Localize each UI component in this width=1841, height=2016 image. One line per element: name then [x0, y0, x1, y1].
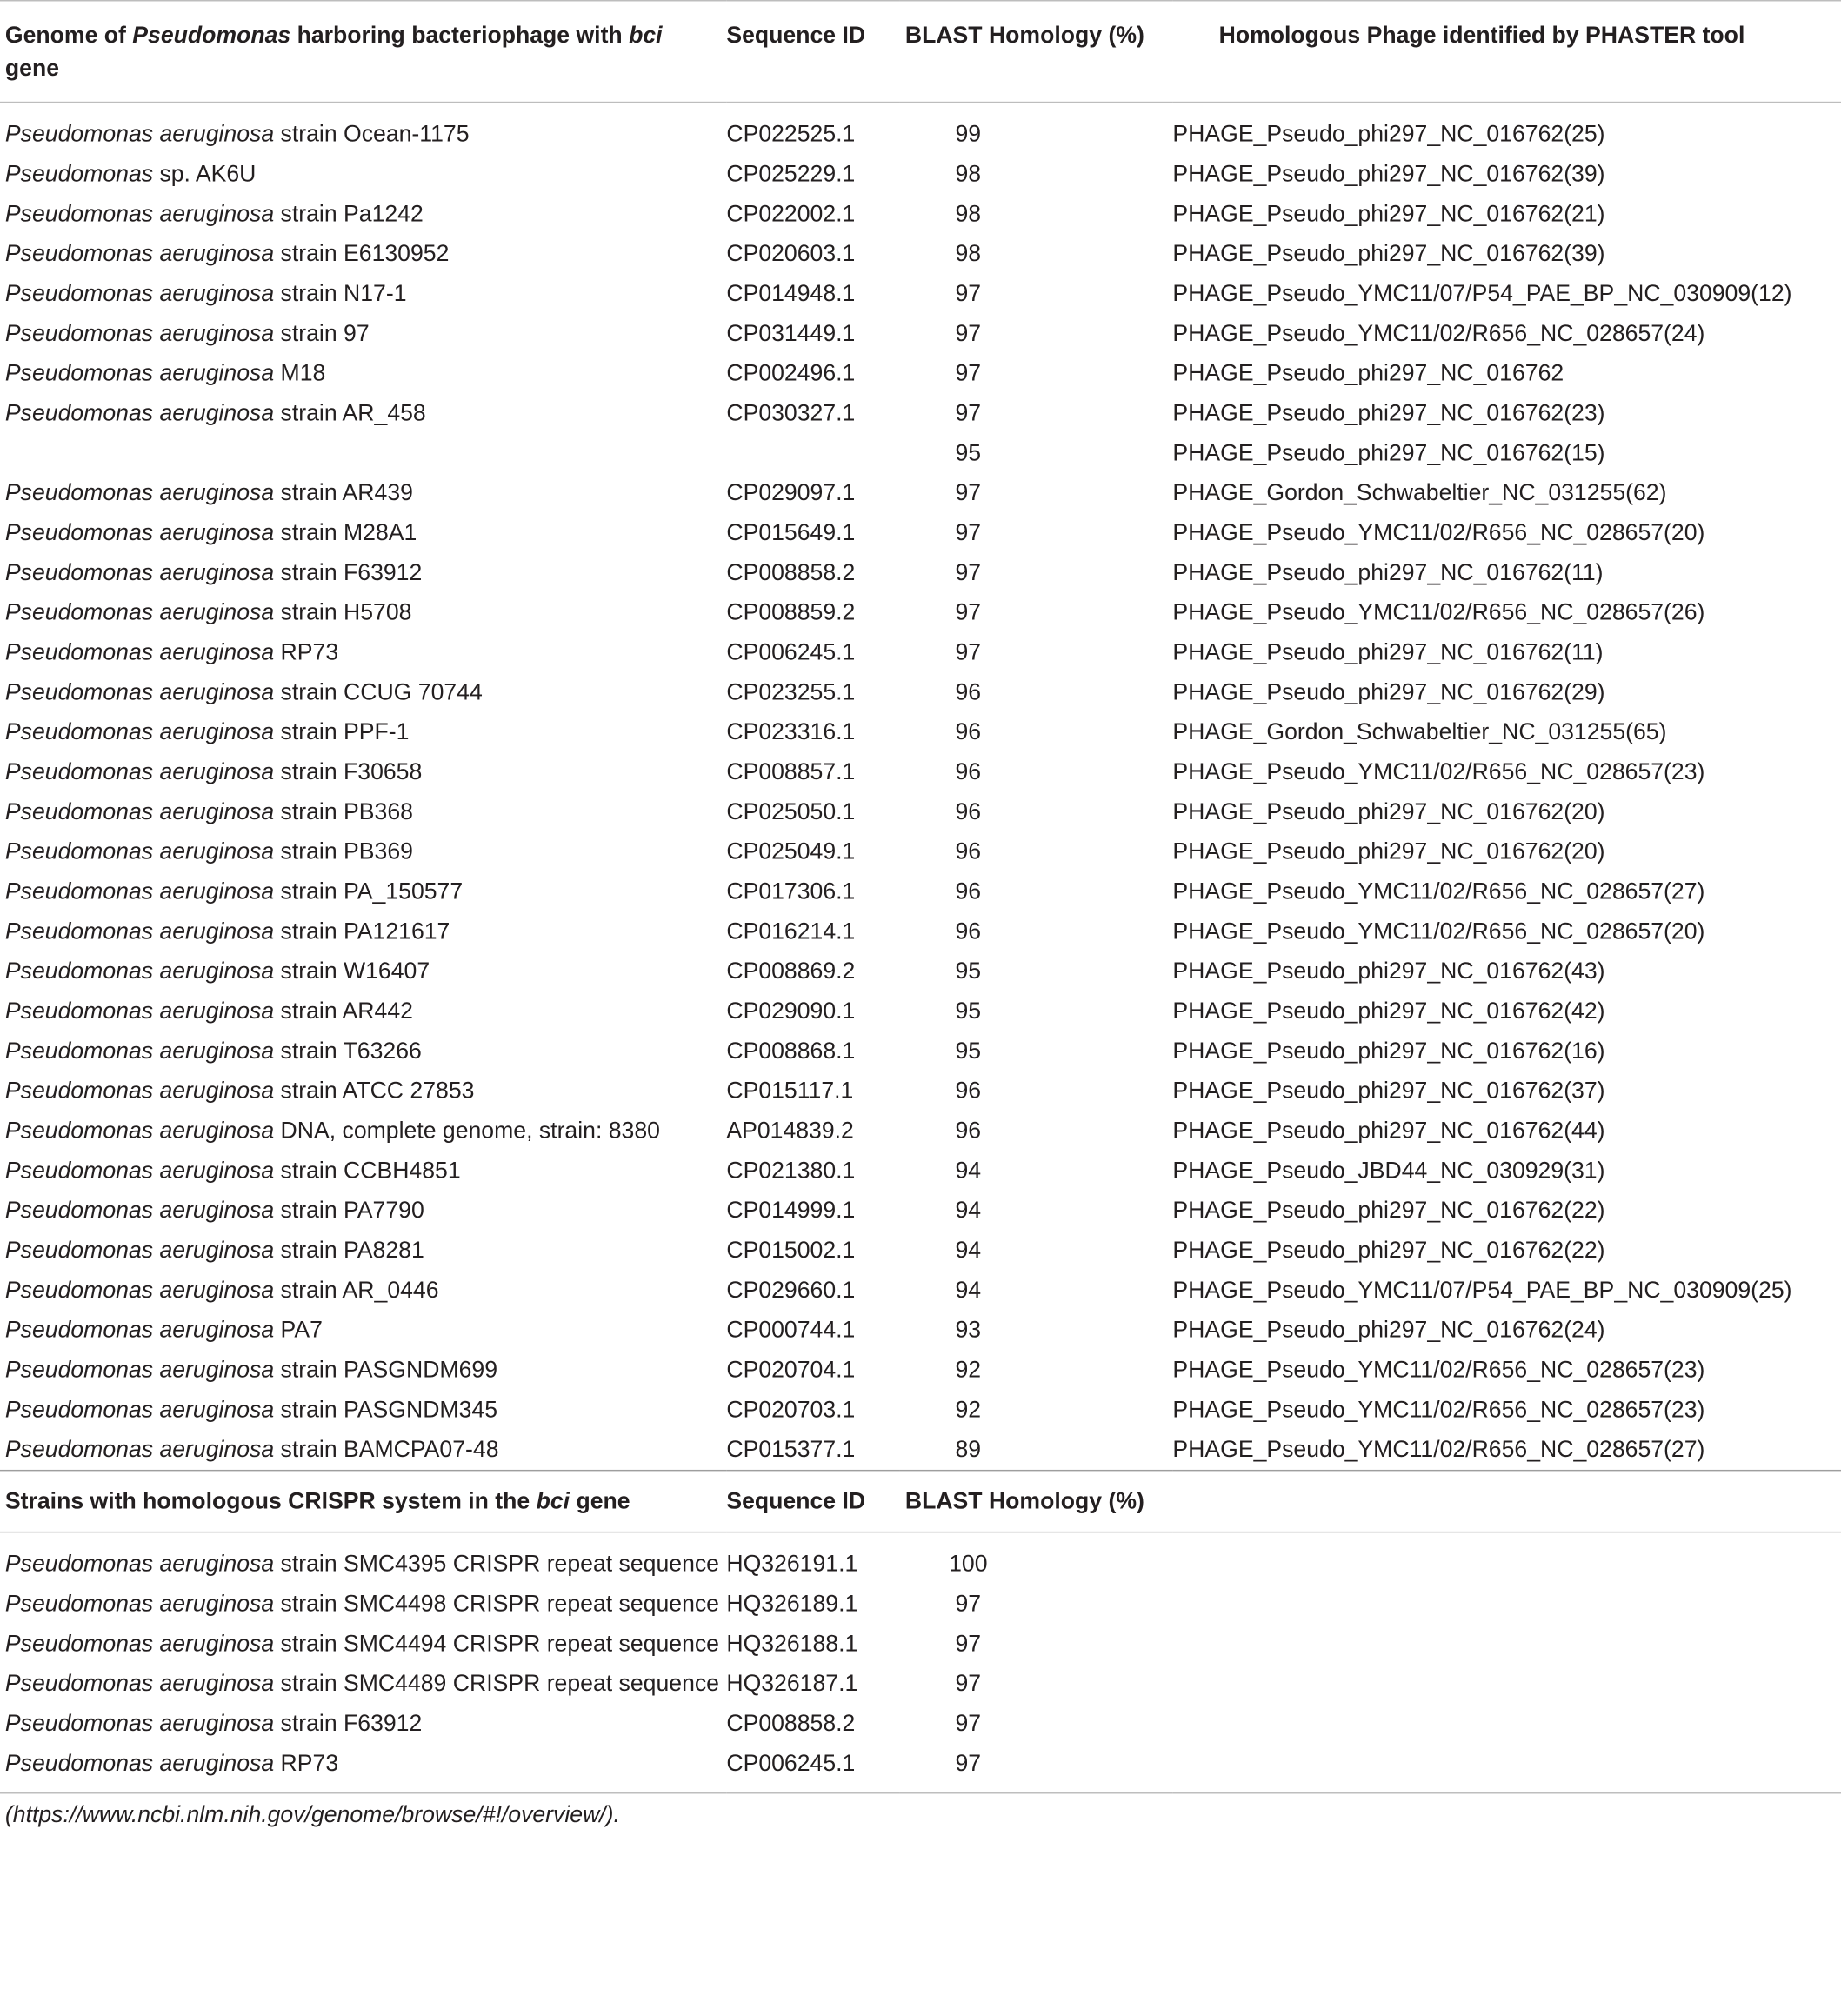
phage-cell: PHAGE_Pseudo_YMC11/02/R656_NC_028657(23): [1172, 758, 1705, 784]
table-row: [0, 553, 1841, 593]
sequence-id-cell: CP029090.1: [726, 998, 856, 1024]
table-row: [0, 1271, 1841, 1311]
genome-cell: [0, 1231, 726, 1271]
genome-cell: [0, 1704, 726, 1744]
sequence-id-cell: CP020704.1: [726, 1356, 856, 1383]
species-name: Pseudomonas aeruginosa: [4, 1670, 275, 1697]
homology-cell: 97: [955, 638, 982, 665]
header-sequence-id: Sequence ID: [726, 1, 900, 103]
sequence-id-cell: CP015649.1: [726, 519, 856, 545]
strain-name: strain F63912: [274, 1710, 423, 1736]
homology-cell: 97: [955, 1590, 982, 1617]
table-row: [0, 1350, 1841, 1390]
genome-cell: [0, 1191, 726, 1231]
genome-cell: [0, 234, 726, 274]
phage-cell: PHAGE_Pseudo_YMC11/02/R656_NC_028657(20): [1172, 519, 1705, 545]
species-name: Pseudomonas aeruginosa: [4, 320, 275, 346]
species-name: Pseudomonas aeruginosa: [4, 958, 275, 985]
strain-name: strain CCUG 70744: [274, 678, 483, 705]
species-name: Pseudomonas aeruginosa: [4, 1396, 275, 1423]
strain-name: strain AR_0446: [274, 1277, 439, 1303]
strain-name: sp. AK6U: [153, 160, 257, 187]
strain-name: strain SMC4489 CRISPR repeat sequence: [274, 1670, 719, 1697]
sequence-id-cell: CP023316.1: [726, 718, 856, 745]
genome-cell: [0, 1151, 726, 1191]
sequence-id-cell: CP023255.1: [726, 678, 856, 705]
species-name: Pseudomonas aeruginosa: [4, 1436, 275, 1463]
species-name: Pseudomonas aeruginosa: [4, 120, 275, 147]
sequence-id-cell: CP014999.1: [726, 1197, 856, 1224]
phage-cell: PHAGE_Pseudo_phi297_NC_016762(11): [1172, 559, 1604, 585]
homology-cell: 100: [949, 1551, 988, 1577]
table-row: [0, 871, 1841, 911]
phage-cell: PHAGE_Pseudo_phi297_NC_016762(39): [1172, 240, 1605, 267]
table-row: [0, 593, 1841, 633]
strain-name: strain PA_150577: [274, 878, 464, 905]
strain-name: strain 97: [274, 320, 370, 346]
phage-cell: PHAGE_Pseudo_phi297_NC_016762(24): [1172, 1316, 1605, 1343]
homology-cell: 96: [955, 918, 982, 945]
genome-cell: [0, 194, 726, 234]
genome-cell: [0, 513, 726, 553]
table-row: [0, 1624, 1841, 1664]
table-row: [0, 103, 1841, 155]
homology-cell: 92: [955, 1356, 982, 1383]
genome-cell: [0, 274, 726, 314]
strain-name: strain SMC4395 CRISPR repeat sequence: [274, 1551, 719, 1577]
phage-cell: PHAGE_Pseudo_YMC11/07/P54_PAE_BP_NC_030909(25): [1172, 1277, 1792, 1303]
phage-cell: PHAGE_Pseudo_YMC11/02/R656_NC_028657(23): [1172, 1396, 1705, 1423]
phage-cell: PHAGE_Pseudo_phi297_NC_016762(43): [1172, 958, 1605, 985]
table-row: [0, 1151, 1841, 1191]
genome-cell: [0, 1350, 726, 1390]
header-blast-homology: BLAST Homology (%): [900, 1, 1172, 103]
strain-name: strain F30658: [274, 758, 423, 784]
sequence-id-cell: CP008858.2: [726, 1710, 856, 1736]
genome-cell: [0, 354, 726, 394]
genome-cell: [0, 1664, 726, 1704]
genome-cell: [0, 473, 726, 513]
sequence-id-cell: CP025229.1: [726, 160, 856, 187]
table-row: [0, 1390, 1841, 1430]
strain-name: strain E6130952: [274, 240, 450, 267]
genome-cell: [0, 1390, 726, 1430]
strain-name: strain PA121617: [274, 918, 450, 945]
table-row: [0, 314, 1841, 354]
genome-cell: [0, 991, 726, 1031]
strain-name: strain SMC4494 CRISPR repeat sequence: [274, 1630, 719, 1657]
strain-name: strain CCBH4851: [274, 1157, 461, 1184]
species-name: Pseudomonas aeruginosa: [4, 519, 275, 545]
sequence-id-cell: CP006245.1: [726, 1744, 900, 1793]
strain-name: strain PA8281: [274, 1237, 424, 1263]
genome-cell: [0, 1271, 726, 1311]
genome-cell: [0, 1624, 726, 1664]
strain-name: strain PASGNDM345: [274, 1396, 498, 1423]
table-row: [0, 1664, 1841, 1704]
table-row: [0, 1311, 1841, 1351]
genome-cell: [0, 154, 726, 194]
homology-cell: 97: [955, 1630, 982, 1657]
species-name: Pseudomonas aeruginosa: [4, 638, 275, 665]
species-name: Pseudomonas aeruginosa: [4, 200, 275, 227]
empty-cell: [1172, 1704, 1841, 1744]
strain-name: strain AR439: [274, 479, 413, 506]
header-row-crispr: [0, 1471, 1841, 1532]
species-name: Pseudomonas aeruginosa: [4, 878, 275, 905]
phage-cell: PHAGE_Pseudo_phi297_NC_016762(22): [1172, 1197, 1605, 1224]
header-row-phage: [0, 1, 1841, 103]
table-row: [0, 194, 1841, 234]
phage-table-body: [0, 103, 1841, 1471]
genome-cell: [0, 1585, 726, 1625]
phage-cell: PHAGE_Pseudo_phi297_NC_016762(29): [1172, 678, 1605, 705]
homology-cell: 96: [955, 718, 982, 745]
sequence-id-cell: CP021380.1: [726, 1157, 856, 1184]
species-name: Pseudomonas aeruginosa: [4, 1356, 275, 1383]
table-row: [0, 473, 1841, 513]
sequence-id-cell: CP008858.2: [726, 559, 856, 585]
sequence-id-cell: CP015377.1: [726, 1436, 856, 1463]
sequence-id-cell: CP006245.1: [726, 638, 856, 665]
strain-name: strain PA7790: [274, 1197, 424, 1224]
species-name: Pseudomonas aeruginosa: [4, 1077, 275, 1104]
genome-cell: [0, 712, 726, 752]
homology-cell: 97: [955, 1710, 982, 1736]
homology-cell: 99: [955, 120, 982, 147]
table-row: [0, 1532, 1841, 1585]
species-name: Pseudomonas aeruginosa: [4, 598, 275, 625]
strain-name: strain Ocean-1175: [274, 120, 470, 147]
phage-cell: PHAGE_Pseudo_YMC11/02/R656_NC_028657(23): [1172, 1356, 1705, 1383]
table-row: [0, 1430, 1841, 1471]
genome-cell: [0, 393, 726, 433]
species-name: Pseudomonas aeruginosa: [4, 1750, 275, 1776]
phage-cell: PHAGE_Pseudo_phi297_NC_016762(37): [1172, 1077, 1605, 1104]
strain-name: strain AR_458: [274, 399, 426, 426]
homology-cell: 97: [955, 320, 982, 346]
sequence-id-cell: CP016214.1: [726, 918, 856, 945]
phage-cell: PHAGE_Pseudo_YMC11/07/P54_PAE_BP_NC_030909(12): [1172, 280, 1792, 306]
species-name: Pseudomonas aeruginosa: [4, 1157, 275, 1184]
sequence-id-cell: CP025049.1: [726, 838, 856, 864]
header-sequence-id-2: Sequence ID: [726, 1471, 900, 1532]
genome-cell: [0, 553, 726, 593]
empty-cell: [1172, 1744, 1841, 1793]
empty-cell: [1172, 1532, 1841, 1585]
phage-cell: PHAGE_Gordon_Schwabeltier_NC_031255(65): [1172, 718, 1667, 745]
table-row: [0, 154, 1841, 194]
genome-cell: [0, 314, 726, 354]
species-name: Pseudomonas: [4, 160, 154, 187]
empty-cell: [1172, 1664, 1841, 1704]
strain-name: strain AR442: [274, 998, 413, 1024]
table-row: [0, 1071, 1841, 1111]
species-name: Pseudomonas aeruginosa: [4, 1117, 275, 1144]
homology-cell: 97: [955, 519, 982, 545]
species-name: Pseudomonas aeruginosa: [4, 1237, 275, 1263]
table-row: [0, 433, 1841, 473]
homology-cell: 94: [955, 1237, 982, 1263]
genome-cell: [0, 911, 726, 951]
genome-cell: [0, 832, 726, 872]
sequence-id-cell: CP029097.1: [726, 479, 856, 506]
strain-name: strain W16407: [274, 958, 430, 985]
sequence-id-cell: CP020703.1: [726, 1396, 856, 1423]
table-row: [0, 393, 1841, 433]
genome-cell: [0, 871, 726, 911]
strain-name: strain N17-1: [274, 280, 407, 306]
homology-cell: 95: [955, 1038, 982, 1064]
table-row: [0, 632, 1841, 672]
homology-cell: 96: [955, 758, 982, 784]
species-name: Pseudomonas aeruginosa: [4, 399, 275, 426]
homology-cell: 97: [955, 280, 982, 306]
strain-name: strain PB368: [274, 798, 413, 824]
strain-name: strain H5708: [274, 598, 412, 625]
species-name: Pseudomonas aeruginosa: [4, 1197, 275, 1224]
sequence-id-cell: HQ326191.1: [726, 1551, 858, 1577]
species-name: Pseudomonas aeruginosa: [4, 678, 275, 705]
table-row: [0, 1231, 1841, 1271]
homology-cell: 94: [955, 1157, 982, 1184]
phage-cell: PHAGE_Pseudo_phi297_NC_016762(42): [1172, 998, 1605, 1024]
sequence-id-cell: AP014839.2: [726, 1117, 854, 1144]
table-row: [0, 951, 1841, 991]
sequence-id-cell: CP002496.1: [726, 359, 856, 386]
sequence-id-cell: CP014948.1: [726, 280, 856, 306]
header-crispr-strains: Strains with homologous CRISPR system in the bci gene: [0, 1471, 726, 1532]
genome-cell: [0, 1532, 726, 1585]
strain-name: strain Pa1242: [274, 200, 424, 227]
species-name: Pseudomonas aeruginosa: [4, 798, 275, 824]
strain-name: strain PPF-1: [274, 718, 410, 745]
sequence-id-cell: CP008857.1: [726, 758, 856, 784]
sequence-id-cell: CP015002.1: [726, 1237, 856, 1263]
phage-cell: PHAGE_Pseudo_phi297_NC_016762(16): [1172, 1038, 1605, 1064]
crispr-table-body: [0, 1532, 1841, 1793]
species-name: Pseudomonas aeruginosa: [4, 918, 275, 945]
homology-cell: 95: [955, 998, 982, 1024]
species-name: Pseudomonas aeruginosa: [4, 1277, 275, 1303]
phage-cell: PHAGE_Pseudo_phi297_NC_016762(21): [1172, 200, 1605, 227]
sequence-id-cell: CP015117.1: [726, 1077, 854, 1104]
homology-cell: 97: [955, 559, 982, 585]
table-row: [0, 1704, 1841, 1744]
table-row: [0, 752, 1841, 792]
phage-cell: PHAGE_Pseudo_YMC11/02/R656_NC_028657(20): [1172, 918, 1705, 945]
header-genome: Genome of Pseudomonas harboring bacteriophage with bci gene: [0, 1, 726, 103]
table-row: [0, 1744, 1841, 1793]
table-row: [0, 234, 1841, 274]
genome-cell: [0, 433, 726, 473]
phage-cell: PHAGE_Pseudo_YMC11/02/R656_NC_028657(24): [1172, 320, 1705, 346]
table-row: [0, 712, 1841, 752]
sequence-id-cell: HQ326187.1: [726, 1670, 858, 1697]
genome-cell: [0, 1031, 726, 1071]
phage-cell: PHAGE_Pseudo_phi297_NC_016762(15): [1172, 439, 1605, 466]
table-row: [0, 832, 1841, 872]
genome-cell: [0, 103, 726, 155]
strain-name: RP73: [274, 1750, 339, 1776]
empty-cell: [1172, 1624, 1841, 1664]
homology-cell: 97: [955, 479, 982, 506]
phage-cell: PHAGE_Pseudo_JBD44_NC_030929(31): [1172, 1157, 1605, 1184]
species-name: Pseudomonas aeruginosa: [4, 1710, 275, 1736]
sequence-id-cell: [726, 433, 900, 473]
sequence-id-cell: CP017306.1: [726, 878, 856, 905]
strain-name: strain F63912: [274, 559, 423, 585]
table-row: [0, 1031, 1841, 1071]
phage-cell: PHAGE_Pseudo_phi297_NC_016762(20): [1172, 838, 1605, 864]
genome-cell: [0, 1111, 726, 1151]
phage-cell: PHAGE_Gordon_Schwabeltier_NC_031255(62): [1172, 479, 1667, 506]
table-row: [0, 274, 1841, 314]
species-name: Pseudomonas aeruginosa: [4, 1590, 275, 1617]
sequence-id-cell: CP022002.1: [726, 200, 856, 227]
strain-name: strain PASGNDM699: [274, 1356, 498, 1383]
phage-cell: PHAGE_Pseudo_phi297_NC_016762(44): [1172, 1117, 1605, 1144]
species-name: Pseudomonas aeruginosa: [4, 998, 275, 1024]
sequence-id-cell: HQ326189.1: [726, 1590, 858, 1617]
genome-cell: [0, 593, 726, 633]
homology-cell: 97: [955, 359, 982, 386]
homology-cell: 96: [955, 678, 982, 705]
genome-cell: [0, 1430, 726, 1471]
homology-cell: 98: [955, 240, 982, 267]
source-footnote: (https://www.ncbi.nlm.nih.gov/genome/browse/#!/overview/).: [4, 1801, 620, 1827]
table-row: [0, 911, 1841, 951]
homology-cell: 96: [955, 1077, 982, 1104]
phage-cell: PHAGE_Pseudo_YMC11/02/R656_NC_028657(27): [1172, 1436, 1705, 1463]
sequence-id-cell: CP022525.1: [726, 120, 856, 147]
strain-name: strain M28A1: [274, 519, 417, 545]
strain-name: DNA, complete genome, strain: 8380: [274, 1117, 660, 1144]
strain-name: strain BAMCPA07-48: [274, 1436, 499, 1463]
empty-cell: [1172, 1585, 1841, 1625]
phage-cell: PHAGE_Pseudo_phi297_NC_016762(20): [1172, 798, 1605, 824]
homology-cell: 97: [955, 399, 982, 426]
strain-name: M18: [274, 359, 326, 386]
species-name: Pseudomonas aeruginosa: [4, 1316, 275, 1343]
genome-cell: [0, 1311, 726, 1351]
strain-name: strain SMC4498 CRISPR repeat sequence: [274, 1590, 719, 1617]
homology-cell: 94: [955, 1277, 982, 1303]
homology-cell: 95: [955, 958, 982, 985]
strain-name: strain T63266: [274, 1038, 422, 1064]
strain-name: strain PB369: [274, 838, 413, 864]
genome-cell: [0, 1744, 726, 1793]
species-name: Pseudomonas aeruginosa: [4, 240, 275, 267]
genome-cell: [0, 1071, 726, 1111]
sequence-id-cell: CP029660.1: [726, 1277, 856, 1303]
genome-cell: [0, 632, 726, 672]
phage-cell: PHAGE_Pseudo_phi297_NC_016762(11): [1172, 638, 1604, 665]
species-name: Pseudomonas aeruginosa: [4, 359, 275, 386]
header-empty: [1172, 1471, 1841, 1532]
species-name: Pseudomonas aeruginosa: [4, 1551, 275, 1577]
sequence-id-cell: CP000744.1: [726, 1316, 856, 1343]
homology-cell: 98: [955, 160, 982, 187]
homology-cell: 89: [955, 1436, 982, 1463]
phage-cell: PHAGE_Pseudo_phi297_NC_016762(23): [1172, 399, 1605, 426]
phage-cell: PHAGE_Pseudo_phi297_NC_016762: [1172, 359, 1564, 386]
table-row: [0, 1191, 1841, 1231]
homology-cell: 93: [955, 1316, 982, 1343]
species-name: Pseudomonas aeruginosa: [4, 280, 275, 306]
sequence-id-cell: CP008868.1: [726, 1038, 856, 1064]
sequence-id-cell: CP020603.1: [726, 240, 856, 267]
homology-cell: 96: [955, 878, 982, 905]
species-name: Pseudomonas aeruginosa: [4, 1630, 275, 1657]
sequence-id-cell: CP025050.1: [726, 798, 856, 824]
homology-cell: 98: [955, 200, 982, 227]
phage-cell: PHAGE_Pseudo_phi297_NC_016762(25): [1172, 120, 1605, 147]
table-row: [0, 354, 1841, 394]
homology-cell: 97: [955, 1670, 982, 1697]
table-row: [0, 792, 1841, 832]
header-phaster-phage: Homologous Phage identified by PHASTER tool: [1172, 1, 1841, 103]
phage-cell: PHAGE_Pseudo_YMC11/02/R656_NC_028657(26): [1172, 598, 1705, 625]
homology-cell: 96: [955, 838, 982, 864]
species-name: Pseudomonas aeruginosa: [4, 758, 275, 784]
homology-cell: 95: [955, 439, 982, 466]
sequence-id-cell: HQ326188.1: [726, 1630, 858, 1657]
phage-cell: PHAGE_Pseudo_phi297_NC_016762(22): [1172, 1237, 1605, 1263]
table-row: [0, 1111, 1841, 1151]
strain-name: PA7: [274, 1316, 323, 1343]
phage-cell: PHAGE_Pseudo_YMC11/02/R656_NC_028657(27): [1172, 878, 1705, 905]
sequence-id-cell: CP008859.2: [726, 598, 856, 625]
genome-cell: [0, 792, 726, 832]
genome-cell: [0, 752, 726, 792]
table-row: [0, 1585, 1841, 1625]
homology-cell: 97: [900, 1744, 1172, 1793]
species-name: Pseudomonas aeruginosa: [4, 479, 275, 506]
header-blast-homology-2: BLAST Homology (%): [900, 1471, 1172, 1532]
strain-name: strain ATCC 27853: [274, 1077, 475, 1104]
genome-cell: [0, 672, 726, 712]
homology-cell: 92: [955, 1396, 982, 1423]
sequence-id-cell: CP008869.2: [726, 958, 856, 985]
homology-cell: 94: [955, 1197, 982, 1224]
homology-cell: 97: [955, 598, 982, 625]
homology-cell: 96: [955, 1117, 982, 1144]
sequence-id-cell: CP031449.1: [726, 320, 856, 346]
phage-cell: PHAGE_Pseudo_phi297_NC_016762(39): [1172, 160, 1605, 187]
species-name: Pseudomonas aeruginosa: [4, 1038, 275, 1064]
genome-cell: [0, 951, 726, 991]
table-row: [0, 991, 1841, 1031]
strain-name: RP73: [274, 638, 339, 665]
homology-cell: 96: [955, 798, 982, 824]
species-name: Pseudomonas aeruginosa: [4, 718, 275, 745]
table-row: [0, 513, 1841, 553]
sequence-id-cell: CP030327.1: [726, 399, 856, 426]
species-name: Pseudomonas aeruginosa: [4, 838, 275, 864]
species-name: Pseudomonas aeruginosa: [4, 559, 275, 585]
table-row: [0, 672, 1841, 712]
